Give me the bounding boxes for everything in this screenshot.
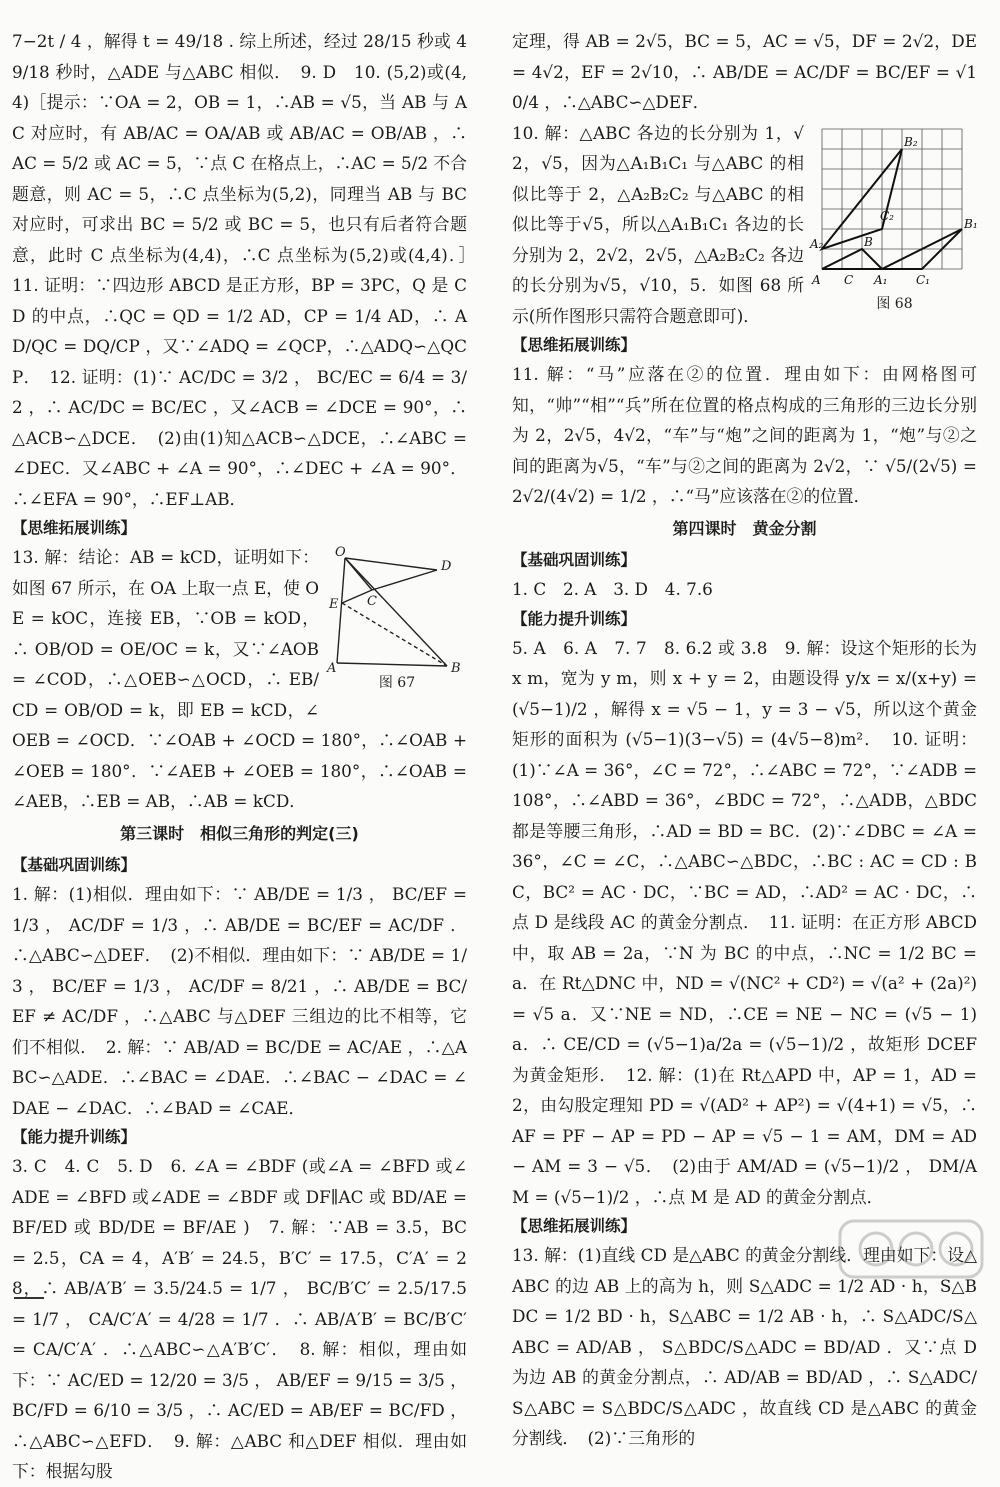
section-heading: 【基础巩固训练】 (512, 551, 637, 569)
answer-paragraph: 3. C 4. C 5. D 6. ∠A = ∠BDF (或∠A = ∠BFD 或∠ADE = ∠BFD 或∠ADE = ∠BDF 或 DF∥AC 或 BD/AE = BF/ED 或 BD/DE = BF/AE ) 7. 解：∵AB = 3.5，BC = 2.5，CA = 4，A′B′ = 24.5，B′C′ = 17.5，C′A′ = 28，∴ AB/A′B′ = 3.5/24.5 = 1/7 ， BC/B′C′ = 2.5/17.5 = 1/7 ， CA/C′A′ = 4/28 = 1/7 ．∴ AB/A′B′ = BC/B′C′ = CA/C′A′ ．∴△ABC∽△A′B′C′． 8. 解：相似，理由如下：∵ AC/ED = 12/20 = 3/5 ， AB/EF = 9/15 = 3/5 ， BC/FD = 6/10 = 3/5 ，∴ AC/ED = AB/EF = BC/FD ，∴△ABC∽△EFD． 9. 解：△ABC 和△DEF 相似．理由如下：根据勾股 (12, 1156, 467, 1481)
section-heading: 【思维拓展训练】 (512, 1217, 637, 1235)
figure-67 (327, 545, 467, 693)
section-heading: 【基础巩固训练】 (12, 856, 137, 874)
fig68-label-b1: B₁ (964, 216, 978, 231)
lesson-title: 第四课时 黄金分割 (672, 518, 817, 538)
fig68-label-c: C (844, 272, 854, 287)
answer-paragraph: 1. 解：(1)相似．理由如下：∵ AB/DE = 1/3 ， BC/EF = 1/3 ， AC/DF = 1/3 ，∴ AB/DE = BC/EF = AC/DF ．∴△ABC∽△DEF． (2)不相似．理由如下：∵ AB/DE = 1/3 ， BC/EF = 1/3 ， AC/DF = 8/21 ，∴ AB/DE = BC/EF ≠ AC/DF ，∴△ABC 与△DEF 三组边的比不相等，它们不相似． 2. 解：∵ AB/AD = BC/DE = AC/AE ，∴△ABC∽△ADE．∴∠BAC = ∠DAE．∴∠BAC − ∠DAC = ∠DAE − ∠DAC．∴∠BAD = ∠CAE． (12, 884, 467, 1118)
page-footer-rule (14, 1297, 44, 1299)
section-heading: 【思维拓展训练】 (12, 519, 137, 537)
figure-68-caption: 图 68 (876, 295, 913, 312)
figure-68-grid-diagram (812, 124, 977, 294)
fig68-label-a2: A₂ (810, 236, 824, 251)
section-heading: 【能力提升训练】 (512, 609, 637, 628)
fig67-label-b: B (451, 661, 461, 676)
fig68-label-c2: C₂ (880, 208, 894, 223)
fig67-label-d: D (441, 559, 452, 574)
fig68-label-b2: B₂ (904, 134, 918, 149)
section-heading: 【思维拓展训练】 (512, 336, 637, 354)
figure-68 (812, 124, 977, 314)
left-column (12, 26, 484, 1487)
figure-67-caption: 图 67 (378, 675, 416, 691)
answer-paragraph: 1. C 2. A 3. D 4. 7.6 (512, 579, 713, 599)
fig68-label-a: A (812, 272, 821, 287)
answer-paragraph: 5. A 6. A 7. 7 8. 6.2 或 3.8 9. 解：设这个矩形的长为 x m，宽为 y m，则 x + y = 2，由题设得 y/x = x/(x+y) = (√5−1)/2 ，解得 x = √5 − 1，y = 3 − √5，所以这个黄金矩形的面积为 (√5−1)(3−√5) = (4√5−8)m²． 10. 证明：(1)∵∠A = 36°，∠C = 72°，∴∠ABC = 72°，∵∠ADB = 108°，∴∠ABD = 36°，∠BDC = 72°，∴△ADB，△BDC 都是等腰三角形，∴AD = BD = BC．(2)∵∠DBC = ∠A = 36°，∠C = ∠C，∴△ABC∽△BDC，∴BC : AC = CD : BC，BC² = AC · DC，∵BC = AD，∴AD² = AC · DC，∴点 D 是线段 AC 的黄金分割点． 11. 证明：在正方形 ABCD 中，取 AB = 2a，∵N 为 BC 的中点，∴NC = 1/2 BC = a．在 Rt△DNC 中，ND = √(NC² + CD²) = √(a² + (2a)²) = √5 a．又∵NE = ND，∴CE = NE − NC = (√5 − 1)a．∴ CE/CD = (√5−1)a/2a = (√5−1)/2 ，故矩形 DCEF 为黄金矩形． 12. 解：(1)在 Rt△APD 中，AP = 1，AD = 2，由勾股定理知 PD = √(AD² + AP²) = √(4+1) = √5，∴AF = PF − AP = PD − AP = √5 − 1 = AM，DM = AD − AM = 3 − √5． (2)由于 AM/AD = (√5−1)/2 ， DM/AM = (√5−1)/2 ，∴点 M 是 AD 的黄金分割点． (512, 637, 977, 1207)
fig67-label-c: C (367, 594, 377, 609)
figure-67-diagram (327, 545, 467, 676)
fig67-label-o: O (335, 545, 346, 560)
answer-paragraph: 13. 解：结论：AB = kCD，证明如下：如图 67 所示，在 OA 上取一点 E，使 OE = kOC，连接 EB，∵OB = kOD，∴ OB/OD = OE/OC = k，又∵∠AOB = ∠COD，∴△OEB∽△OCD，∴ EB/CD = OB/OD = k，即 EB = kCD，∠OEB = ∠OCD．∵∠OAB + ∠OCD = 180°，∴∠OAB + ∠OEB = 180°．∵∠AEB + ∠OEB = 180°，∴∠OAB = ∠AEB，∴EB = AB，∴AB = kCD． (12, 547, 467, 811)
answer-paragraph: 7−2t / 4 ，解得 t = 49/18 . 综上所述，经过 28/15 秒或 49/18 秒时，△ADE 与△ABC 相似． 9. D 10. (5,2)或(4,4)［提示：∵OA = 2，OB = 1，∴AB = √5，当 AB 与 AC 对应时，有 AB/AC = OA/AB 或 AB/AC = OB/AB ，∴AC = 5/2 或 AC = 5，∵点 C 在格点上，∴AC = 5/2 不合题意，则 AC = 5，∴C 点坐标为(5,2)，同理当 AB 与 BC 对应时，可求出 BC = 5/2 或 BC = 5，也只有后者符合题意，此时 C 点坐标为(4,4)，∴C 点坐标为(5,2)或(4,4)．］ 11. 证明：∵四边形 ABCD 是正方形，BP = 3PC，Q 是 CD 的中点，∴QC = QD = 1/2 AD，CP = 1/4 AD，∴ AD/QC = DQ/CP ，又∵∠ADQ = ∠QCP，∴△ADQ∽△QCP． 12. 证明：(1)∵ AC/DC = 3/2 ， BC/EC = 6/4 = 3/2 ，∴ AC/DC = BC/EC ，又∠ACB = ∠DCE = 90°，∴△ACB∽△DCE． (2)由(1)知△ACB∽△DCE，∴∠ABC = ∠DEC．又∠ABC + ∠A = 90°，∴∠DEC + ∠A = 90°．∴∠EFA = 90°，∴EF⊥AB． (12, 31, 484, 509)
fig67-label-e: E (329, 597, 339, 612)
fig67-label-a: A (327, 661, 337, 676)
fig68-label-b: B (864, 234, 873, 249)
answer-paragraph: 11. 解：“马”应落在②的位置．理由如下：由网格图可知，“帅”“相”“兵”所在位置的格点构成的三角形的三边长分别为 2，2√5，4√2，“车”与“炮”之间的距离为 1，“炮”与②之间的距离为√5，“车”与②之间的距离为 2√2，∵ √5/(2√5) = 2√2/(4√2) = 1/2 ，∴“马”应该落在②的位置． (512, 364, 977, 506)
fig68-label-a1: A₁ (874, 272, 888, 287)
fig68-label-c1: C₁ (916, 272, 930, 287)
answer-paragraph: 13. 解：(1)直线 CD 是△ABC 的黄金分割线．理由如下：设△ABC 的边 AB 上的高为 h，则 S△ADC = 1/2 AD · h，S△BDC = 1/2 BD · h，S△ABC = 1/2 AB · h，∴ S△ADC/S△ABC = AD/AB ， S△BDC/S△ADC = BD/AD ．又∵点 D 为边 AB 的黄金分割点，∴ AD/AB = BD/AD ，∴ S△ADC/S△ABC = S△BDC/S△ADC ，故直线 CD 是△ABC 的黄金分割线． (2)∵三角形的 (512, 1245, 977, 1448)
answer-paragraph: 定理，得 AB = 2√5，BC = 5，AC = √5，DF = 2√2，DE = 4√2，EF = 2√10，∴ AB/DE = AC/DF = BC/EF = √10/4 ，∴△ABC∽△DEF． (512, 31, 977, 112)
watermark-logo (836, 1215, 986, 1303)
answer-paragraph: 10. 解：△ABC 各边的长分别为 1，√2，√5，因为△A₁B₁C₁ 与△ABC 的相似比等于 2，△A₂B₂C₂ 与△ABC 的相似比等于√5，所以△A₁B₁C₁ 各边的长分别为 2，2√2，2√5，△A₂B₂C₂ 各边的长分别为√5，√10，5．如图 68 所示(所作图形只需符合题意即可)． (512, 122, 804, 326)
section-heading: 【能力提升训练】 (12, 1128, 137, 1146)
triangle-abc (822, 249, 882, 269)
lesson-title: 第三课时 相似三角形的判定(三) (120, 823, 359, 843)
